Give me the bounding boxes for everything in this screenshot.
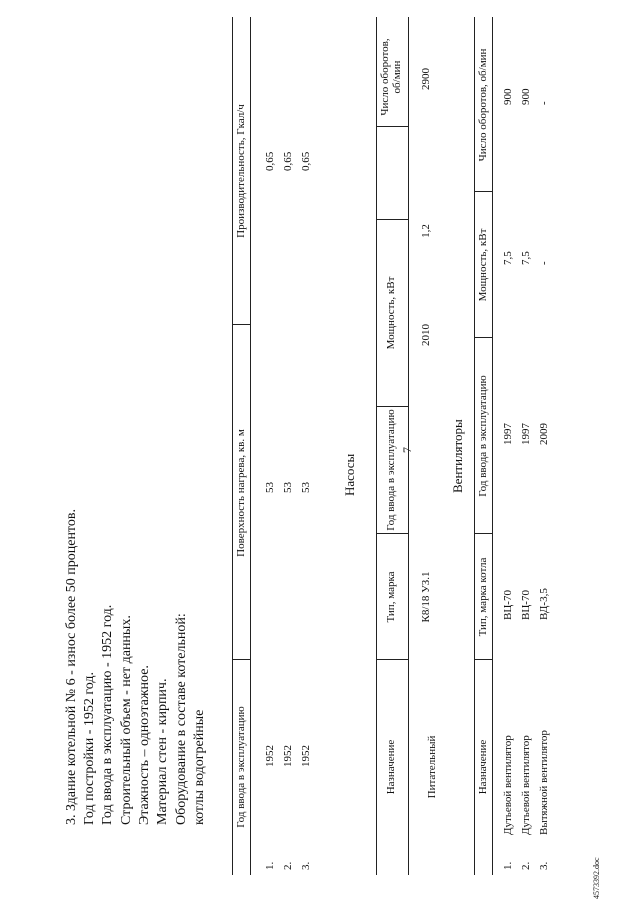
table-cell-power: 7,5 (502, 251, 514, 265)
table-cell-year: 1952 (264, 745, 276, 767)
fans-header-year: Год ввода в эксплуатацию (477, 375, 489, 497)
table-row-num: 2. (520, 861, 532, 870)
table-cell-purpose: Дутьевой вентилятор (520, 735, 532, 835)
pumps-header-year: Год ввода в эксплуатацию (385, 409, 397, 531)
table-cell-power: 1,2 (420, 224, 432, 238)
pumps-caption: Насосы (342, 453, 357, 496)
table-cell-year: 2010 (420, 324, 432, 346)
table-cell-year: 1997 (520, 423, 532, 445)
table-cell-rpm: - (538, 101, 550, 105)
fans-header-type: Тип, марка котла (477, 557, 489, 637)
table-cell-surface: 53 (300, 482, 312, 493)
table-cell-capacity: 0,65 (282, 151, 294, 171)
boilers-header-surface: Поверхность нагрева, кв. м (235, 429, 247, 557)
table-cell-type: ВД-3,5 (538, 588, 550, 620)
table-row-num: 1. (502, 861, 514, 870)
intro-line: Строительный объем - нет данных. (119, 615, 134, 825)
intro-line: Год постройки - 1952 год. (82, 672, 97, 825)
page-number: 7 (400, 447, 414, 453)
footer-filename: 4573392.doc (592, 857, 601, 899)
pumps-header-purpose: Назначение (385, 739, 397, 795)
pumps-header-rpm: Число оборотов, об/мин (379, 38, 403, 116)
fans-header-rpm: Число оборотов, об/мин (477, 48, 489, 162)
table-row-num: 2. (282, 861, 294, 870)
table-cell-year: 2009 (538, 423, 550, 445)
table-cell-power: - (538, 261, 550, 265)
table-cell-capacity: 0,65 (300, 151, 312, 171)
table-cell-rpm: 900 (502, 88, 514, 105)
table-row-num: 3. (300, 861, 312, 870)
table-cell-year: 1952 (300, 745, 312, 767)
intro-line: котлы водогрейные (192, 709, 207, 825)
table-cell-type: К8/18 УЗ.1 (420, 571, 432, 623)
intro-line: Оборудование в составе котельной: (174, 613, 189, 825)
pumps-header-power: Мощность, кВт (385, 276, 397, 350)
fans-header-purpose: Назначение (477, 739, 489, 795)
table-row-num: 3. (538, 861, 550, 870)
table-cell-surface: 53 (264, 482, 276, 493)
boilers-header-capacity: Производительность, Гкал/ч (235, 104, 247, 238)
table-row-num: 1. (264, 861, 276, 870)
table-cell-surface: 53 (282, 482, 294, 493)
table-cell-type: ВЦ-70 (502, 590, 514, 620)
pumps-header-type: Тип, марка (385, 571, 397, 623)
table-cell-purpose: Питательный (426, 735, 438, 799)
intro-line: Год ввода в эксплуатацию - 1952 год. (100, 604, 115, 825)
table-cell-purpose: Вытяжной вентилятор (538, 730, 550, 835)
table-cell-purpose: Дутьевой вентилятор (502, 735, 514, 835)
table-cell-power: 7,5 (520, 251, 532, 265)
table-cell-rpm: 2900 (420, 68, 432, 90)
table-cell-year: 1997 (502, 423, 514, 445)
intro-line: Этажность – одноэтажное. (137, 665, 152, 825)
table-cell-rpm: 900 (520, 88, 532, 105)
table-cell-type: ВЦ-70 (520, 590, 532, 620)
intro-line: Материал стен - кирпич. (155, 678, 170, 825)
boilers-header-year: Год ввода в эксплуатацию (235, 706, 247, 828)
table-cell-year: 1952 (282, 745, 294, 767)
fans-header-power: Мощность, кВт (477, 228, 489, 302)
intro-title: 3. Здание котельной № 6 - износ более 50 процентов. (64, 509, 79, 825)
table-cell-capacity: 0,65 (264, 151, 276, 171)
fans-caption: Вентиляторы (450, 419, 465, 493)
